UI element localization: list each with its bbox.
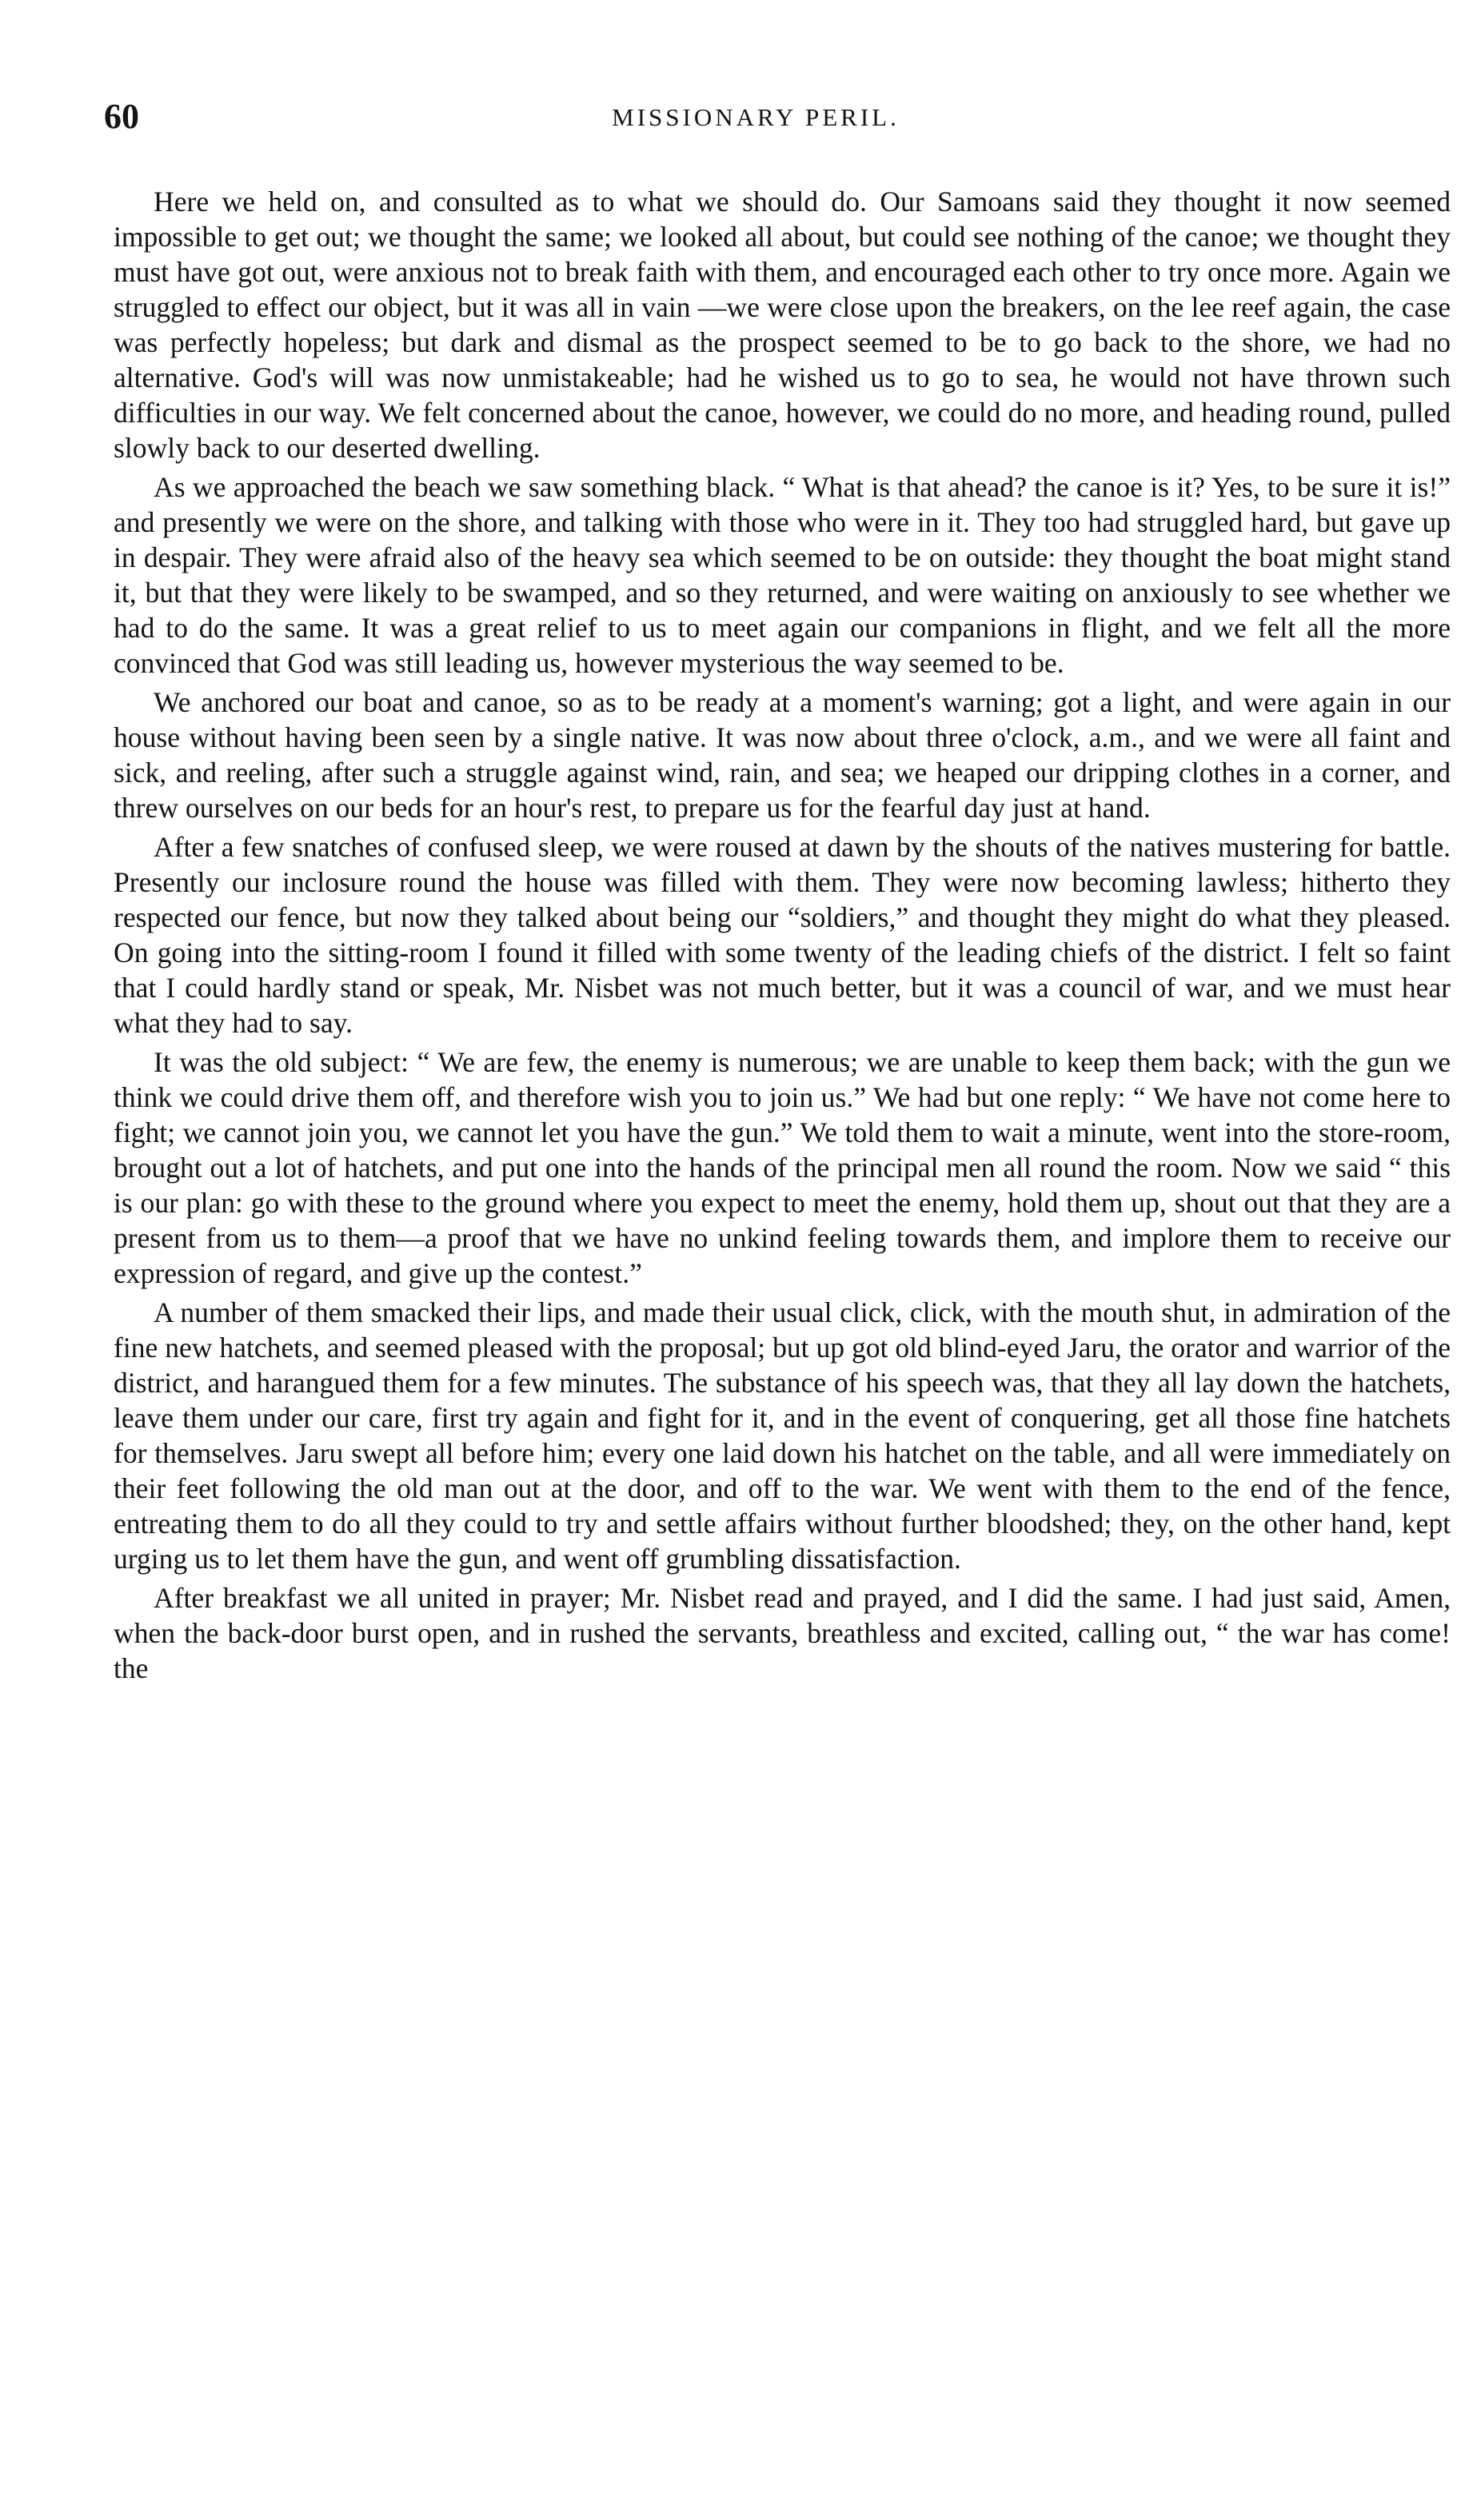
paragraph: Here we held on, and consulted as to what we should do. Our Samoans said they thought it now seemed impossible to get out; we thought the same; we looked all about, but could see nothing of the canoe; we thought they must have got out, were anxious not to break faith with them, and encouraged each other to try once more. Again we struggled to effect our object, but it was all in vain —we were close upon the breakers, on the lee reef again, the case was perfectly hopeless; but dark and dismal as the prospect seemed to be to go back to the shore, we had no alternative. God's will was now unmistakeable; had he wished us to go to sea, he would not have thrown such difficulties in our way. We felt concerned about the canoe, however, we could do no more, and heading round, pulled slowly back to our deserted dwelling. <box>114 186 1451 464</box>
page-number: 60 <box>104 97 139 136</box>
page-header <box>104 93 1455 149</box>
paragraph: After a few snatches of confused sleep, we were roused at dawn by the shouts of the natives mustering for battle. Presently our inclosure round the house was filled with them. They were now becoming lawless; hitherto they respected our fence, but now they talked about being our “soldiers,” and thought they might do what they pleased. On going into the sitting-room I found it filled with some twenty of the leading chiefs of the district. I felt so faint that I could hardly stand or speak, Mr. Nisbet was not much better, but it was a council of war, and we must hear what they had to say. <box>114 831 1451 1039</box>
paragraph: A number of them smacked their lips, and made their usual click, click, with the mouth shut, in admiration of the fine new hatchets, and seemed pleased with the proposal; but up got old blind-eyed Jaru, the orator and warrior of the district, and harangued them for a few minutes. The substance of his speech was, that they all lay down the hatchets, leave them under our care, first try again and fight for it, and in the event of conquering, get all those fine hatchets for themselves. Jaru swept all before him; every one laid down his hatchet on the table, and all were immediately on their feet following the old man out at the door, and off to the war. We went with them to the end of the fence, entreating them to do all they could to try and settle affairs without further bloodshed; they, on the other hand, kept urging us to let them have the gun, and went off grumbling dissatisfaction. <box>114 1296 1451 1575</box>
paragraph: It was the old subject: “ We are few, the enemy is numerous; we are unable to keep them back; with the gun we think we could drive them off, and therefore wish you to join us.” We had but one reply: “ We have not come here to fight; we cannot join you, we cannot let you have the gun.” We told them to wait a minute, went into the store-room, brought out a lot of hatchets, and put one into the hands of the principal men all round the room. Now we said “ this is our plan: go with these to the ground where you expect to meet the enemy, hold them up, shout out that they are a present from us to them—a proof that we have no unkind feeling towards them, and implore them to receive our expression of regard, and give up the contest.” <box>114 1046 1451 1289</box>
paragraph: After breakfast we all united in prayer; Mr. Nisbet read and prayed, and I did the same. I had just said, Amen, when the back-door burst open, and in rushed the servants, breathless and excited, calling out, “ the war has come! the <box>114 1582 1451 1684</box>
running-title: MISSIONARY PERIL. <box>612 103 900 131</box>
paragraph: We anchored our boat and canoe, so as to be ready at a moment's warning; got a light, and were again in our house without having been seen by a single native. It was now about three o'clock, a.m., and we were all faint and sick, and reeling, after such a struggle against wind, rain, and sea; we heaped our dripping clothes in a corner, and threw ourselves on our beds for an hour's rest, to prepare us for the fearful day just at hand. <box>114 686 1451 824</box>
paragraph: As we approached the beach we saw something black. “ What is that ahead? the canoe is it? Yes, to be sure it is!” and presently we were on the shore, and talking with those who were in it. They too had struggled hard, but gave up in despair. They were afraid also of the heavy sea which seemed to be on outside: they thought the boat might stand it, but that they were likely to be swamped, and so they returned, and were waiting on anxiously to see whether we had to do the same. It was a great relief to us to meet again our companions in flight, and we felt all the more convinced that God was still leading us, however mysterious the way seemed to be. <box>114 471 1451 679</box>
body-text <box>114 184 1451 2487</box>
